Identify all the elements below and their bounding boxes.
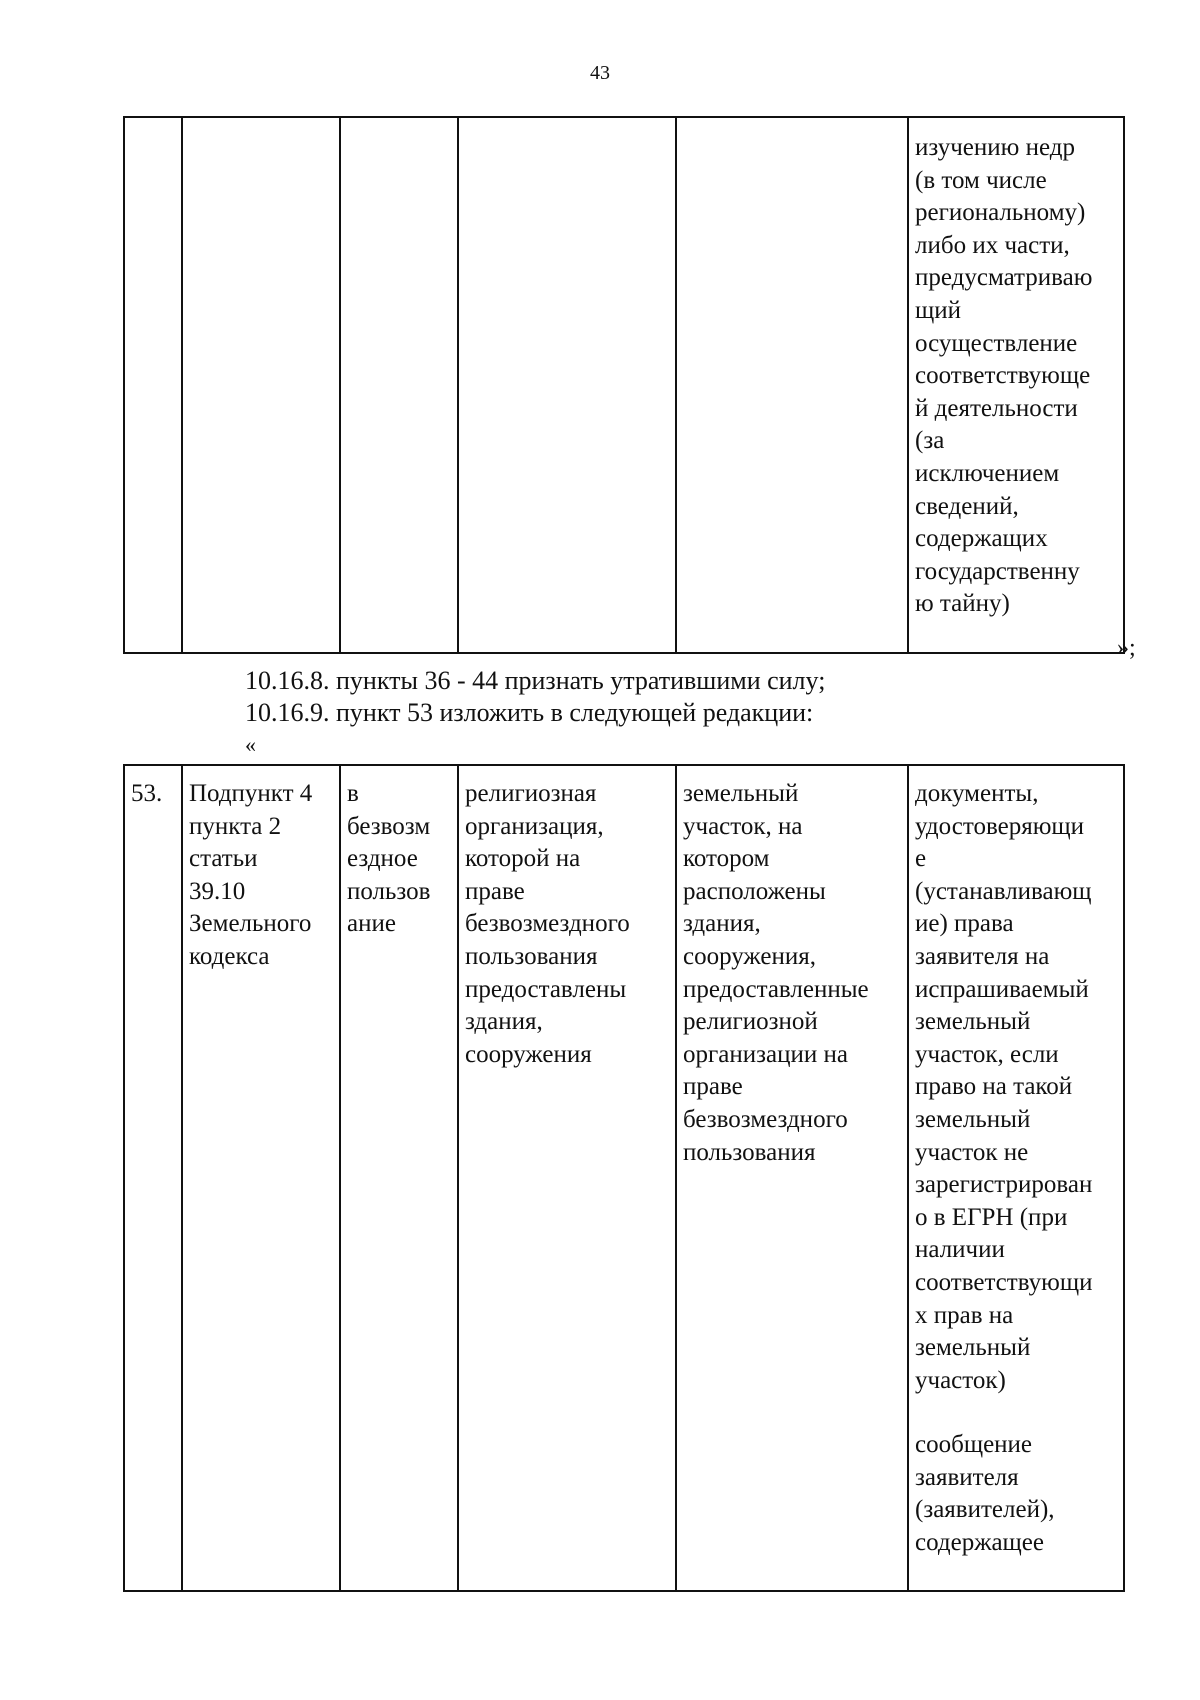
table-continuation [123,116,1125,654]
table-cell-number: 53. [124,765,182,1591]
table-row [124,117,1124,653]
table-item-53 [123,764,1125,1592]
closing-quote: »; [1117,635,1136,661]
table-cell-documents [908,117,1124,653]
table-cell-right-type: в безвозм ездное пользов ание [340,765,458,1591]
documents-text: изучению недр (в том числе региональному) либо их части, предусматриваю щий осуществление соответствующе й деятельности (за исключением сведений, содержащих государственну ю тайну) [915,134,1093,618]
table-cell-applicant: религиозная организация, которой на праве безвозмездного пользования предоставлены здания, сооружения [458,765,676,1591]
table-cell-basis [182,117,340,653]
opening-quote: « [245,732,256,757]
table-cell-documents [908,765,1124,1591]
table-cell-number [124,117,182,653]
documents-text-continued: сообщение заявителя (заявителей), содержащее [915,1431,1055,1557]
table-row [124,765,1124,1591]
paragraph-10-16-8: 10.16.8. пункты 36 - 44 признать утратившими силу; [245,666,826,695]
table-cell-applicant [458,117,676,653]
table-cell-land-plot: земельный участок, на котором расположены здания, сооружения, предоставленные религиозной организации на праве безвозмездного пользования [676,765,908,1591]
paragraph-10-16-9: 10.16.9. пункт 53 изложить в следующей редакции: [245,698,814,727]
table-cell-land-plot [676,117,908,653]
page-number: 43 [590,62,610,84]
table-cell-right-type [340,117,458,653]
table-cell-basis: Подпункт 4 пункта 2 статьи 39.10 Земельного кодекса [182,765,340,1591]
documents-text: документы, удостоверяющи е (устанавливающ ие) права заявителя на испрашиваемый земельный участок, если право на такой земельный участок не зарегистрирован о в ЕГРН (при наличии соответствующи х прав на земельный участок) [915,780,1093,1394]
